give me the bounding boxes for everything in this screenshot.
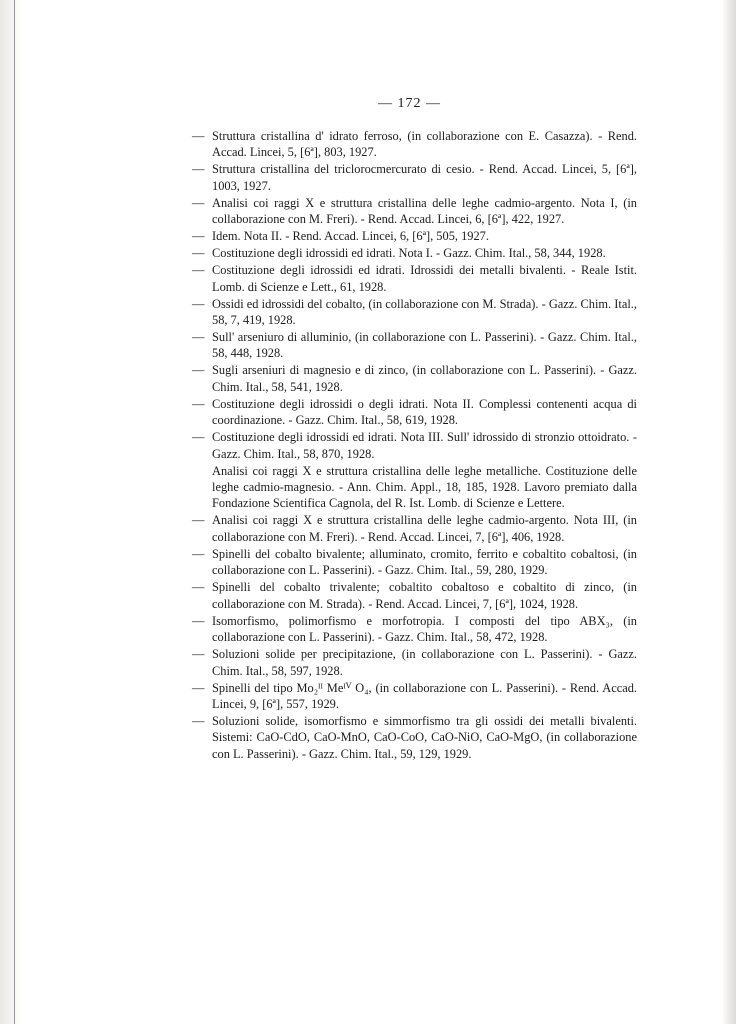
entry-dash: — xyxy=(192,263,205,278)
entry-text: Sugli arseniuri di magnesio e di zinco, (in collaborazione con L. Passerini). - Gazz. Chim. Ital., 58, 541, 1928. xyxy=(212,363,637,394)
bibliography-entry xyxy=(192,161,637,194)
entry-text: Costituzione degli idrossidi o degli idrati. Nota II. Complessi contenenti acqua di coordinazione. - Gazz. Chim. Ital., 58, 619, 1928. xyxy=(212,396,637,428)
entry-dash: — xyxy=(192,229,205,244)
entry-dash: — xyxy=(192,396,205,411)
entry-text: Struttura cristallina d' idrato ferroso, (in collaborazione con E. Casazza). - Rend. Accad. Lincei, 5, [6ª], 803, 1927. xyxy=(212,129,637,160)
entry-dash: — xyxy=(192,713,205,728)
entry-dash: — xyxy=(192,363,205,378)
bibliography-entry xyxy=(192,296,637,329)
bibliography-entry xyxy=(192,646,637,679)
entry-text: Costituzione degli idrossidi ed idrati. Idrossidi dei metalli bivalenti. - Reale Istit. Lomb. di Scienze e Lett., 61, 1928. xyxy=(212,263,637,294)
entry-dash: — xyxy=(192,246,205,261)
bibliography-entry xyxy=(192,579,637,612)
entry-dash: — xyxy=(192,129,205,143)
entry-dash: — xyxy=(192,613,205,628)
entry-text: Struttura cristallina del triclorocmercurato di cesio. - Rend. Accad. Lincei, 5, [6ª], 1003, 1927. xyxy=(212,162,637,193)
entry-text: Isomorfismo, polimorfismo e morfotropia. I composti del tipo ABX₃, (in collaborazione con L. Passerini). - Gazz. Chim. Ital., 58, 472, 1928. xyxy=(212,613,637,645)
entry-dash: — xyxy=(192,195,205,210)
entry-text: Ossidi ed idrossidi del cobalto, (in collaborazione con M. Strada). - Gazz. Chim. Ital., 58, 7, 419, 1928. xyxy=(212,296,637,328)
entry-dash: — xyxy=(192,680,205,695)
entry-dash: — xyxy=(192,296,205,311)
bibliography-entry xyxy=(192,245,637,261)
entry-dash: — xyxy=(192,580,205,595)
entry-text: Idem. Nota II. - Rend. Accad. Lincei, 6, [6ª], 505, 1927. xyxy=(212,229,489,244)
bibliography-entry xyxy=(192,463,637,512)
bibliography-entry xyxy=(192,613,637,646)
entry-text: Spinelli del tipo Mo₂ᴵᴵ Meᴵⱽ O₄, (in collaborazione con L. Passerini). - Rend. Accad. Lincei, 9, [6ª], 557, 1929. xyxy=(212,680,637,711)
entry-dash: — xyxy=(192,513,205,528)
entry-text: Soluzioni solide per precipitazione, (in collaborazione con L. Passerini). - Gazz. Chim. Ital., 58, 597, 1928. xyxy=(212,647,637,678)
entry-text: Spinelli del cobalto bivalente; alluminato, cromito, ferrito e cobaltito cobaltosi, (in collaborazione con L. Passerini). - Gazz. Chim. Ital., 59, 280, 1929. xyxy=(212,546,637,578)
bibliography-entry xyxy=(192,396,637,429)
entry-text: Sull' arseniuro di alluminio, (in collaborazione con L. Passerini). - Gazz. Chim. Ital., 58, 448, 1928. xyxy=(212,330,637,361)
entry-dash: — xyxy=(192,162,205,177)
entry-text: Spinelli del cobalto trivalente; cobaltito cobaltoso e cobaltito di zinco, (in collaborazione con M. Strada). - Rend. Accad. Lincei, 7, [6ª], 1024, 1928. xyxy=(212,580,637,611)
entry-dash: — xyxy=(192,330,205,345)
bibliography-entry xyxy=(192,429,637,462)
bibliography-entry xyxy=(192,128,637,161)
entry-dash: — xyxy=(192,546,205,561)
bibliography-entry xyxy=(192,546,637,579)
bibliography-list xyxy=(192,128,637,763)
page-edge-right xyxy=(722,0,736,1024)
bibliography-entry xyxy=(192,262,637,295)
entry-dash: — xyxy=(192,647,205,662)
bibliography-entry xyxy=(192,713,637,762)
bibliography-entry xyxy=(192,329,637,362)
bibliography-entry xyxy=(192,680,637,713)
page-edge-left xyxy=(0,0,22,1024)
entry-dash: — xyxy=(192,430,205,445)
entry-text: Analisi coi raggi X e struttura cristallina delle leghe cadmio-argento. Nota III, (in collaborazione con M. Freri). - Rend. Accad. Lincei, 7, [6ª], 406, 1928. xyxy=(212,513,637,544)
entry-text: Analisi coi raggi X e struttura cristallina delle leghe cadmio-argento. Nota I, (in collaborazione con M. Freri). - Rend. Accad. Lincei, 6, [6ª], 422, 1927. xyxy=(212,195,637,227)
bibliography-entry xyxy=(192,195,637,228)
entry-text: Costituzione degli idrossidi ed idrati. Nota I. - Gazz. Chim. Ital., 58, 344, 1928. xyxy=(212,246,606,261)
page-number: — 172 — xyxy=(378,96,441,111)
bibliography-entry xyxy=(192,362,637,395)
entry-text: Costituzione degli idrossidi ed idrati. Nota III. Sull' idrossido di stronzio ottoidrato. - Gazz. Chim. Ital., 58, 870, 1928. xyxy=(212,430,637,461)
bibliography-entry xyxy=(192,228,637,244)
entry-text: Analisi coi raggi X e struttura cristallina delle leghe metalliche. Costituzione delle leghe cadmio-magnesio. - Ann. Chim. Appl., 18, 185, 1928. Lavoro premiato dalla Fondazione Scientifica Cagnola, del R. Ist. Lomb. di Scienze e Lettere. xyxy=(212,463,637,511)
entry-text: Soluzioni solide, isomorfismo e simmorfismo tra gli ossidi dei metalli bivalenti. Sistemi: CaO-CdO, CaO-MnO, CaO-CoO, CaO-NiO, CaO-MgO, (in collaborazione con L. Passerini). - Gazz. Chim. Ital., 59, 129, 1929. xyxy=(212,713,637,761)
bibliography-entry xyxy=(192,512,637,545)
